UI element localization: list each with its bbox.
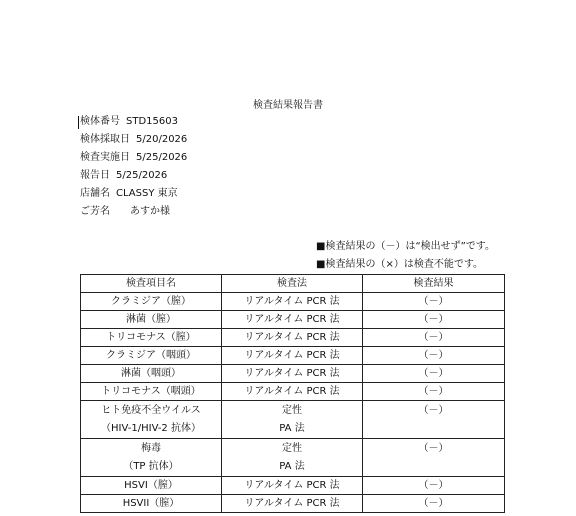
report-title: 検査結果報告書 — [253, 100, 323, 111]
store-name-value: CLASSY 東京 — [116, 188, 178, 199]
report-date-line — [80, 167, 187, 185]
collection-date-line — [80, 131, 187, 149]
table-row — [81, 477, 505, 495]
table-row — [81, 383, 505, 401]
table-row — [81, 495, 505, 513]
row-method-line1: 定性 — [282, 405, 302, 416]
note-negative: ■検査結果の（－）は“検出せず”です。 — [316, 241, 496, 252]
note-untestable: ■検査結果の（×）は検査不能です。 — [316, 259, 484, 270]
test-date-label: 検査実施日 — [80, 152, 130, 163]
row-result: （－） — [363, 329, 505, 347]
table-row — [81, 439, 505, 477]
text-cursor — [78, 116, 79, 129]
row-item: クラミジア（膣） — [81, 293, 222, 311]
row-method-line2: PA 法 — [279, 461, 305, 472]
customer-name-line — [80, 203, 187, 221]
results-table — [80, 274, 505, 513]
specimen-number-value: STD15603 — [126, 116, 178, 127]
row-result — [363, 401, 505, 439]
row-item: HSVI（膣） — [81, 477, 222, 495]
row-item — [81, 401, 222, 439]
test-date-value: 5/25/2026 — [136, 152, 188, 163]
row-method: リアルタイム PCR 法 — [222, 329, 363, 347]
row-result: （－） — [363, 311, 505, 329]
row-method: リアルタイム PCR 法 — [222, 347, 363, 365]
report-info — [80, 113, 187, 221]
header-test-item: 検査項目名 — [81, 275, 222, 293]
collection-date-value: 5/20/2026 — [136, 134, 188, 145]
row-result: （－） — [363, 495, 505, 513]
collection-date-label: 検体採取日 — [80, 134, 130, 145]
row-method: リアルタイム PCR 法 — [222, 293, 363, 311]
row-method-line2: PA 法 — [279, 423, 305, 434]
row-item: 淋菌（咽頭） — [81, 365, 222, 383]
row-item: クラミジア（咽頭） — [81, 347, 222, 365]
table-row — [81, 329, 505, 347]
row-method: リアルタイム PCR 法 — [222, 383, 363, 401]
store-name-line — [80, 185, 187, 203]
row-method: リアルタイム PCR 法 — [222, 477, 363, 495]
report-date-label: 報告日 — [80, 170, 110, 181]
row-result — [363, 439, 505, 477]
table-row — [81, 347, 505, 365]
specimen-number-line — [80, 113, 187, 131]
row-result: （－） — [363, 365, 505, 383]
row-item: トリコモナス（膣） — [81, 329, 222, 347]
row-result: （－） — [363, 383, 505, 401]
row-item — [81, 439, 222, 477]
row-method: リアルタイム PCR 法 — [222, 365, 363, 383]
row-item: 淋菌（膣） — [81, 311, 222, 329]
row-method-line1: 定性 — [282, 443, 302, 454]
store-name-label: 店舗名 — [80, 188, 110, 199]
row-result-value: （－） — [418, 405, 449, 416]
row-result: （－） — [363, 347, 505, 365]
header-test-method: 検査法 — [222, 275, 363, 293]
row-item: トリコモナス（咽頭） — [81, 383, 222, 401]
header-test-result: 検査結果 — [363, 275, 505, 293]
test-date-line — [80, 149, 187, 167]
row-result: （－） — [363, 293, 505, 311]
row-item-line2: （HIV-1/HIV-2 抗体） — [101, 423, 201, 434]
row-item-line2: （TP 抗体） — [123, 461, 179, 472]
table-row — [81, 311, 505, 329]
customer-name-value: あすか様 — [130, 206, 170, 217]
row-method — [222, 439, 363, 477]
row-item-line1: 梅毒 — [141, 443, 161, 454]
row-result: （－） — [363, 477, 505, 495]
row-method — [222, 401, 363, 439]
result-notes — [316, 238, 495, 274]
row-method: リアルタイム PCR 法 — [222, 495, 363, 513]
customer-name-label: ご芳名 — [80, 206, 110, 217]
table-row — [81, 401, 505, 439]
specimen-number-label: 検体番号 — [80, 116, 120, 127]
row-item: HSVII（膣） — [81, 495, 222, 513]
row-item-line1: ヒト免疫不全ウイルス — [101, 405, 201, 416]
table-header-row — [81, 275, 505, 293]
table-row — [81, 293, 505, 311]
row-method: リアルタイム PCR 法 — [222, 311, 363, 329]
report-date-value: 5/25/2026 — [116, 170, 168, 181]
row-result-value: （－） — [418, 443, 449, 454]
table-row — [81, 365, 505, 383]
